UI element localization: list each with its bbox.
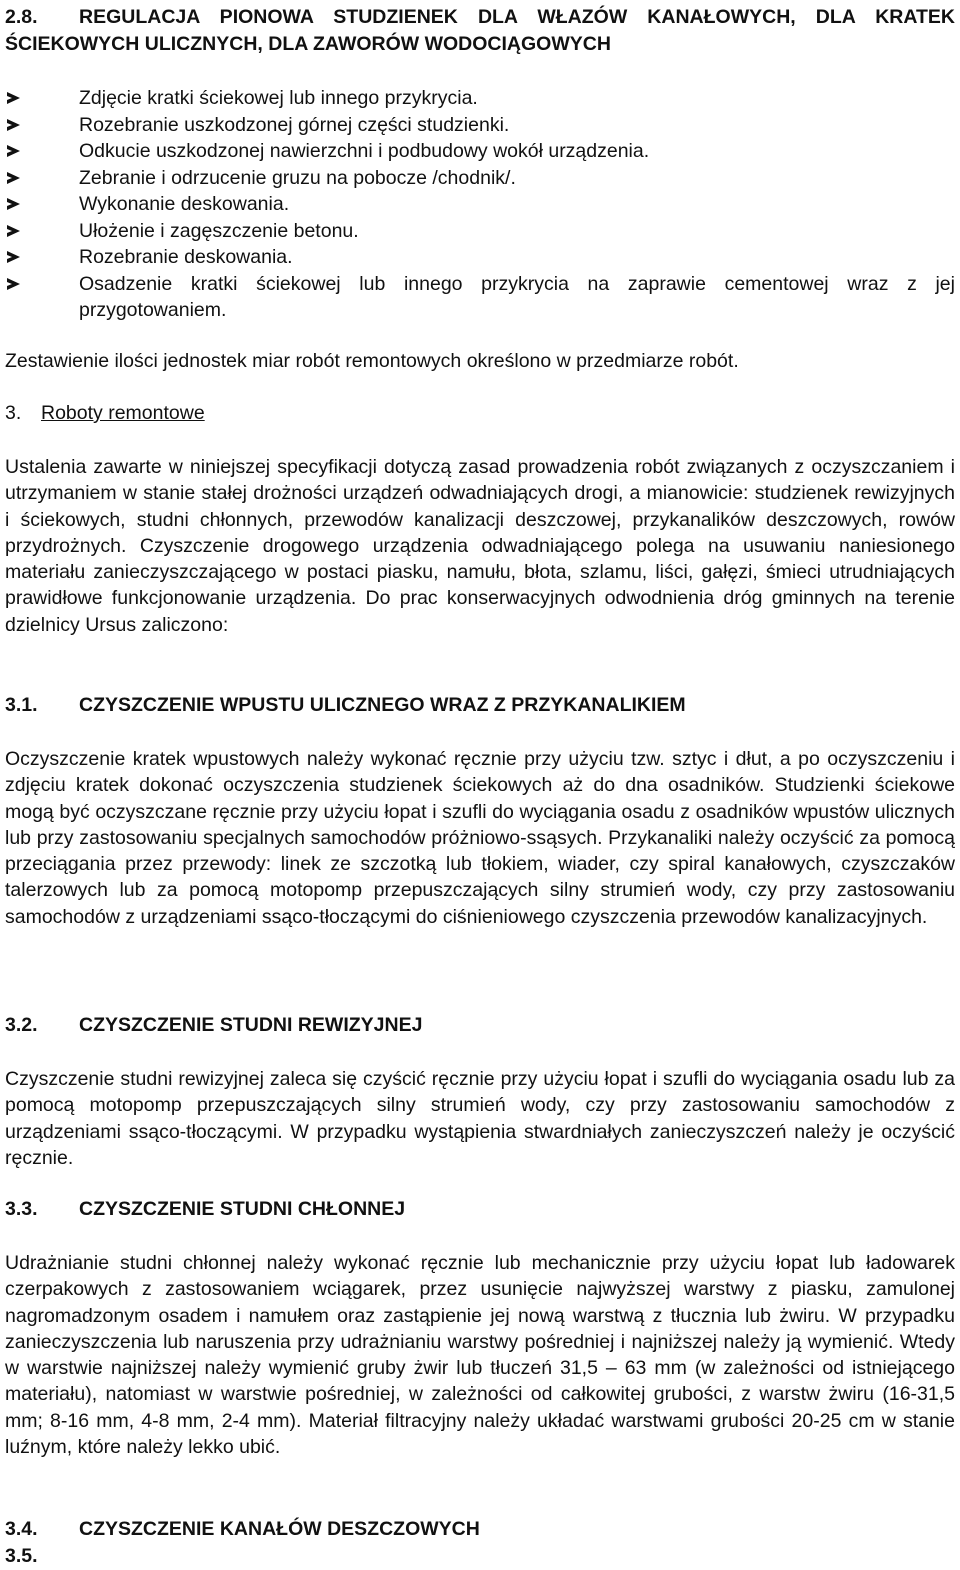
section-2-8-number: 2.8. [5, 6, 38, 28]
list-item [5, 85, 955, 112]
arrow-bullet-icon [7, 198, 20, 210]
arrow-bullet-icon [7, 92, 20, 104]
list-item-text: Rozebranie deskowania. [79, 246, 293, 268]
list-item-text: Zebranie i odrzucenie gruzu na pobocze /chodnik/. [79, 166, 516, 189]
list-item-text: Rozebranie uszkodzonej górnej części studzienki. [79, 113, 510, 136]
section-3-1-title: CZYSZCZENIE WPUSTU ULICZNEGO WRAZ Z PRZYKANALIKIEM [79, 694, 686, 716]
section-3-3-title: CZYSZCZENIE STUDNI CHŁONNEJ [79, 1198, 406, 1220]
list-item [5, 244, 955, 271]
list-item [5, 271, 955, 324]
list-item-text: Odkucie uszkodzonej nawierzchni i podbudowy wokół urządzenia. [79, 140, 650, 162]
section-3-2-title: CZYSZCZENIE STUDNI REWIZYJNEJ [79, 1014, 423, 1036]
summary-text: Zestawienie ilości jednostek miar robót remontowych określono w przedmiarze robót. [5, 350, 739, 372]
list-item [5, 138, 955, 165]
list-item-text: Wykonanie deskowania. [79, 193, 290, 215]
section-3-text: Ustalenia zawarte w niniejszej specyfikacji dotyczą zasad prowadzenia robót związanych z oczyszczaniem i utrzymaniem w stanie stałej drożności urządzeń odwadniających drogi, a mianowicie: studzienek rewizyjnych i ściekowych, studni chłonnych, przewodów kanalizacji deszczowej, przykanalików deszczowych, rowów przydrożnych. Czyszczenie drogowego urządzenia odwadniającego polega na usuwaniu naniesionego materiału zanieczyszczającego w postaci piasku, namułu, błota, szlamu, liści, gałęzi, śmieci utrudniających prawidłowe funkcjonowanie urządzenia. Do prac konserwacyjnych odwodnienia dróg gminnych na terenie dzielnicy Ursus zaliczono: [5, 456, 955, 636]
section-3-2-heading [5, 1012, 955, 1039]
section-3-heading [5, 400, 955, 427]
list-item [5, 218, 955, 245]
section-2-8-title: REGULACJA PIONOWA STUDZIENEK DLA WŁAZÓW KANAŁOWYCH, DLA KRATEK ŚCIEKOWYCH ULICZNYCH, DLA ZAWORÓW WODOCIĄGOWYCH [5, 6, 955, 55]
list-item-text: Osadzenie kratki ściekowej lub innego przykrycia na zaprawie cementowej wraz z jej przygotowaniem. [79, 272, 955, 321]
section-3-3-text: Udrażnianie studni chłonnej należy wykonać ręcznie lub mechanicznie przy użyciu łopat lub ładowarek czerpakowych z zastosowaniem wciągarek, przez usunięcie najwyższej warstwy z piasku, zamulonej nagromadzonym osadem i namułem oraz zastąpienie jej nową warstwą z tłucznia lub żwiru. W przypadku zanieczyszczenia lub naruszenia przy udrażnianiu warstwy pośredniej i najniższej należy ją wymienić. Wtedy w warstwie najniższej należy wymienić gruby żwir lub tłuczeń 31,5 – 63 mm (w zależności od istniejącego materiału), natomiast w warstwie pośredniej, w zależności od całkowitej grubości, z warstw żwiru (16-31,5 mm; 8-16 mm, 4-8 mm, 2-4 mm). Materiał filtracyjny należy układać warstwami grubości 20-25 cm w stanie luźnym, które należy lekko ubić. [5, 1252, 955, 1459]
list-item-text: Zdjęcie kratki ściekowej lub innego przykrycia. [79, 87, 478, 109]
section-3-1-number: 3.1. [5, 694, 38, 716]
section-3-3-number: 3.3. [5, 1198, 38, 1220]
arrow-bullet-icon [7, 119, 20, 131]
arrow-bullet-icon [7, 251, 20, 263]
section-2-8-heading [5, 4, 955, 58]
list-item [5, 112, 955, 139]
list-item [5, 191, 955, 218]
section-3-2-number: 3.2. [5, 1014, 38, 1036]
section-3-1-heading [5, 692, 955, 719]
section-3-4-heading [5, 1516, 955, 1543]
list-item-text: Ułożenie i zagęszczenie betonu. [79, 219, 359, 242]
section-3-1-text: Oczyszczenie kratek wpustowych należy wykonać ręcznie przy użyciu tzw. sztyc i dłut, a po oczyszczeniu i zdjęciu kratek dokonać oczyszczenia studzienek ściekowych aż do dna osadników. Studzienki ściekowe mogą być oczyszczane ręcznie przy użyciu łopat i szufli do wyciągania osadu z osadników wpustów ulicznych lub przy zastosowaniu specjalnych samochodów próżniowo-ssąsych. Przykanaliki należy oczyścić za pomocą przeciągania przez przewody: linek ze szczotką lub tłokiem, wiader, czy spiral kanałowych, czyszczaków talerzowych lub za pomocą motopomp przepuszczających silny strumień wody, czy przy zastosowaniu samochodów z urządzeniami ssąco-tłoczącymi do ciśnieniowego czyszczenia przewodów kanalizacyjnych. [5, 748, 955, 928]
list-item [5, 165, 955, 192]
arrow-bullet-icon [7, 172, 20, 184]
steps-list [5, 85, 955, 324]
section-3-4-number: 3.4. [5, 1518, 38, 1540]
section-3-3-heading [5, 1196, 955, 1223]
arrow-bullet-icon [7, 278, 20, 290]
section-3-4-title: CZYSZCZENIE KANAŁÓW DESZCZOWYCH [79, 1518, 480, 1540]
arrow-bullet-icon [7, 225, 20, 237]
section-3-number: 3. [5, 402, 22, 424]
section-3-5-heading [5, 1543, 955, 1570]
section-3-2-text: Czyszczenie studni rewizyjnej zaleca się czyścić ręcznie przy użyciu łopat i szufli do wyciągania osadu lub za pomocą motopomp przepuszczających silny strumień wody, czy przy zastosowaniu samochodów z urządzeniami ssąco-tłoczącymi. W przypadku wystąpienia stwardniałych zanieczyszczeń należy je oczyścić ręcznie. [5, 1068, 955, 1169]
arrow-bullet-icon [7, 145, 20, 157]
section-3-5-number: 3.5. [5, 1545, 38, 1567]
section-3-title: Roboty remontowe [41, 402, 205, 424]
